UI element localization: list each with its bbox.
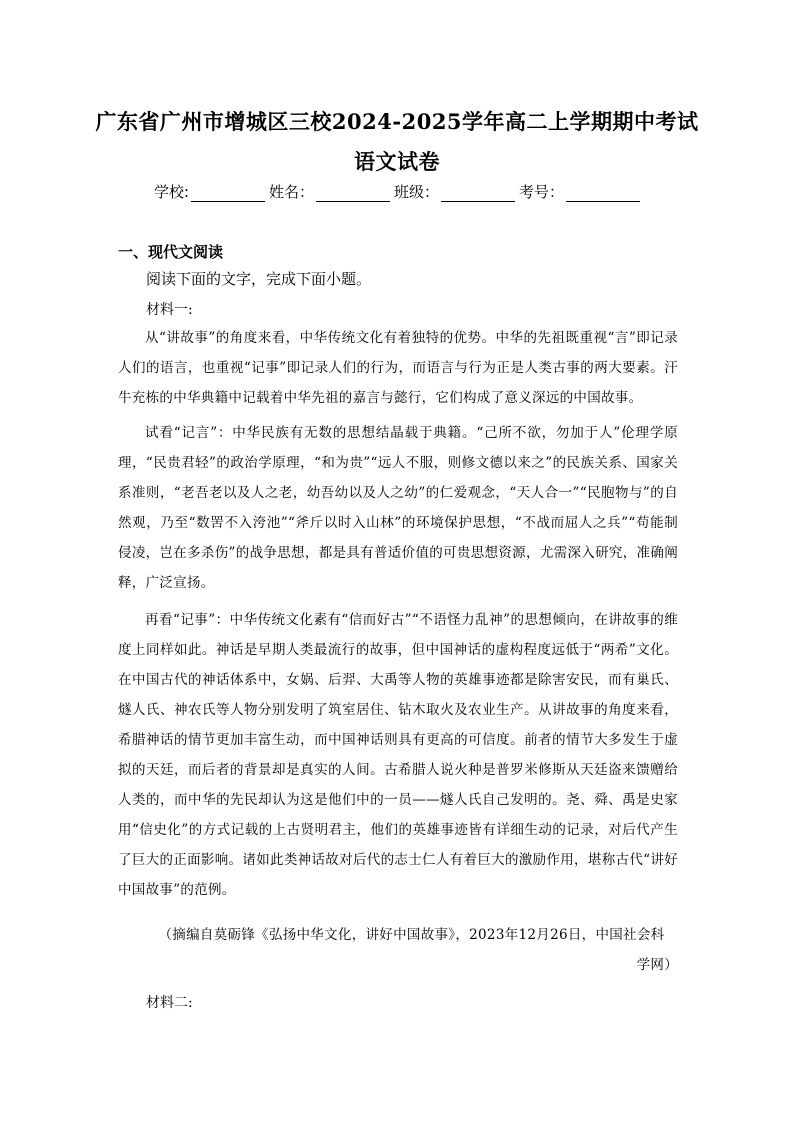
name-blank[interactable] bbox=[316, 185, 390, 202]
section-instruction: 阅读下面的文字，完成下面小题。 bbox=[146, 270, 372, 288]
material-one-source bbox=[118, 920, 678, 980]
class-blank[interactable] bbox=[441, 185, 515, 202]
material-two-label: 材料二: bbox=[146, 995, 193, 1011]
name-field bbox=[269, 181, 390, 202]
exam-title: 广东省广州市增城区三校2024-2025学年高二上学期期中考试 bbox=[95, 109, 699, 134]
paragraph-text: 从“讲故事”的角度来看，中华传统文化有着独特的优势。中华的先祖既重视“言”即记录人们的语言，也重视“记事”即记录人们的行为，而语言与行为正是人类古事的两大要素。汗牛充栋的中华典籍中记载着中华先祖的嘉言与懿行，它们构成了意义深远的中国故事。 bbox=[118, 330, 678, 406]
material-one-paragraph-1 bbox=[118, 323, 678, 413]
source-line-2: 学网） bbox=[636, 957, 678, 973]
class-field bbox=[394, 181, 515, 202]
material-one-paragraph-3 bbox=[118, 605, 678, 905]
material-one-label: 材料一: bbox=[146, 302, 193, 318]
school-field bbox=[154, 181, 265, 202]
school-label: 学校: bbox=[153, 183, 189, 201]
material-one-paragraph-2 bbox=[118, 418, 678, 598]
exam-number-blank[interactable] bbox=[566, 185, 640, 202]
paragraph-text: 试看“记言”：中华民族有无数的思想结晶载于典籍。“己所不欲，勿加于人”伦理学原理，“民贵君轻”的政治学原理，“和为贵”“远人不服，则修文德以来之”的民族关系、国家关系准则，“老吾老以及人之老，幼吾幼以及人之幼”的仁爱观念，“天人合一”“民胞物与”的自然观，乃至“数罟不入洿池”“斧斤以时入山林”的环境保护思想，“不战而屈人之兵”“苟能制侵凌，岂在多杀伤”的战争思想，都是具有普适价值的可贵思想资源，尤需深入研究，准确阐释，广泛宣扬。 bbox=[118, 425, 678, 591]
class-label: 班级： bbox=[394, 183, 440, 201]
exam-number-field bbox=[519, 181, 640, 202]
student-info-row bbox=[0, 181, 794, 202]
exam-subtitle: 语文试卷 bbox=[354, 149, 440, 174]
source-line-1: （摘编自莫砺锋《弘扬中华文化，讲好中国故事》，2023年12月26日，中国社会科 bbox=[158, 927, 665, 943]
school-blank[interactable] bbox=[191, 185, 265, 202]
exam-number-label: 考号： bbox=[519, 183, 565, 201]
paragraph-text: 再看“记事”：中华传统文化素有“信而好古”“不语怪力乱神”的思想倾向，在讲故事的维度上同样如此。神话是早期人类最流行的故事，但中国神话的虚构程度远低于“两希”文化。在中国古代的神话体系中，女娲、后羿、大禹等人物的英雄事迹都是除害安民，而有巢氏、燧人氏、神农氏等人物分别发明了筑室居住、钻木取火及农业生产。从讲故事的角度来看，希腊神话的情节更加丰富生动，而中国神话则具有更高的可信度。前者的情节大多发生于虚拟的天廷，而后者的背景却是真实的人间。古希腊人说火种是普罗米修斯从天廷盗来馈赠给人类的，而中华的先民却认为这是他们中的一员——燧人氏自己发明的。尧、舜、禹是史家用“信史化”的方式记载的上古贤明君主，他们的英雄事迹皆有详细生动的记录，对后代产生了巨大的正面影响。诸如此类神话故对后代的志士仁人有着巨大的激励作用，堪称古代“讲好中国故事”的范例。 bbox=[118, 612, 678, 898]
name-label: 姓名： bbox=[269, 183, 315, 201]
section-heading: 一、现代文阅读 bbox=[118, 243, 224, 261]
